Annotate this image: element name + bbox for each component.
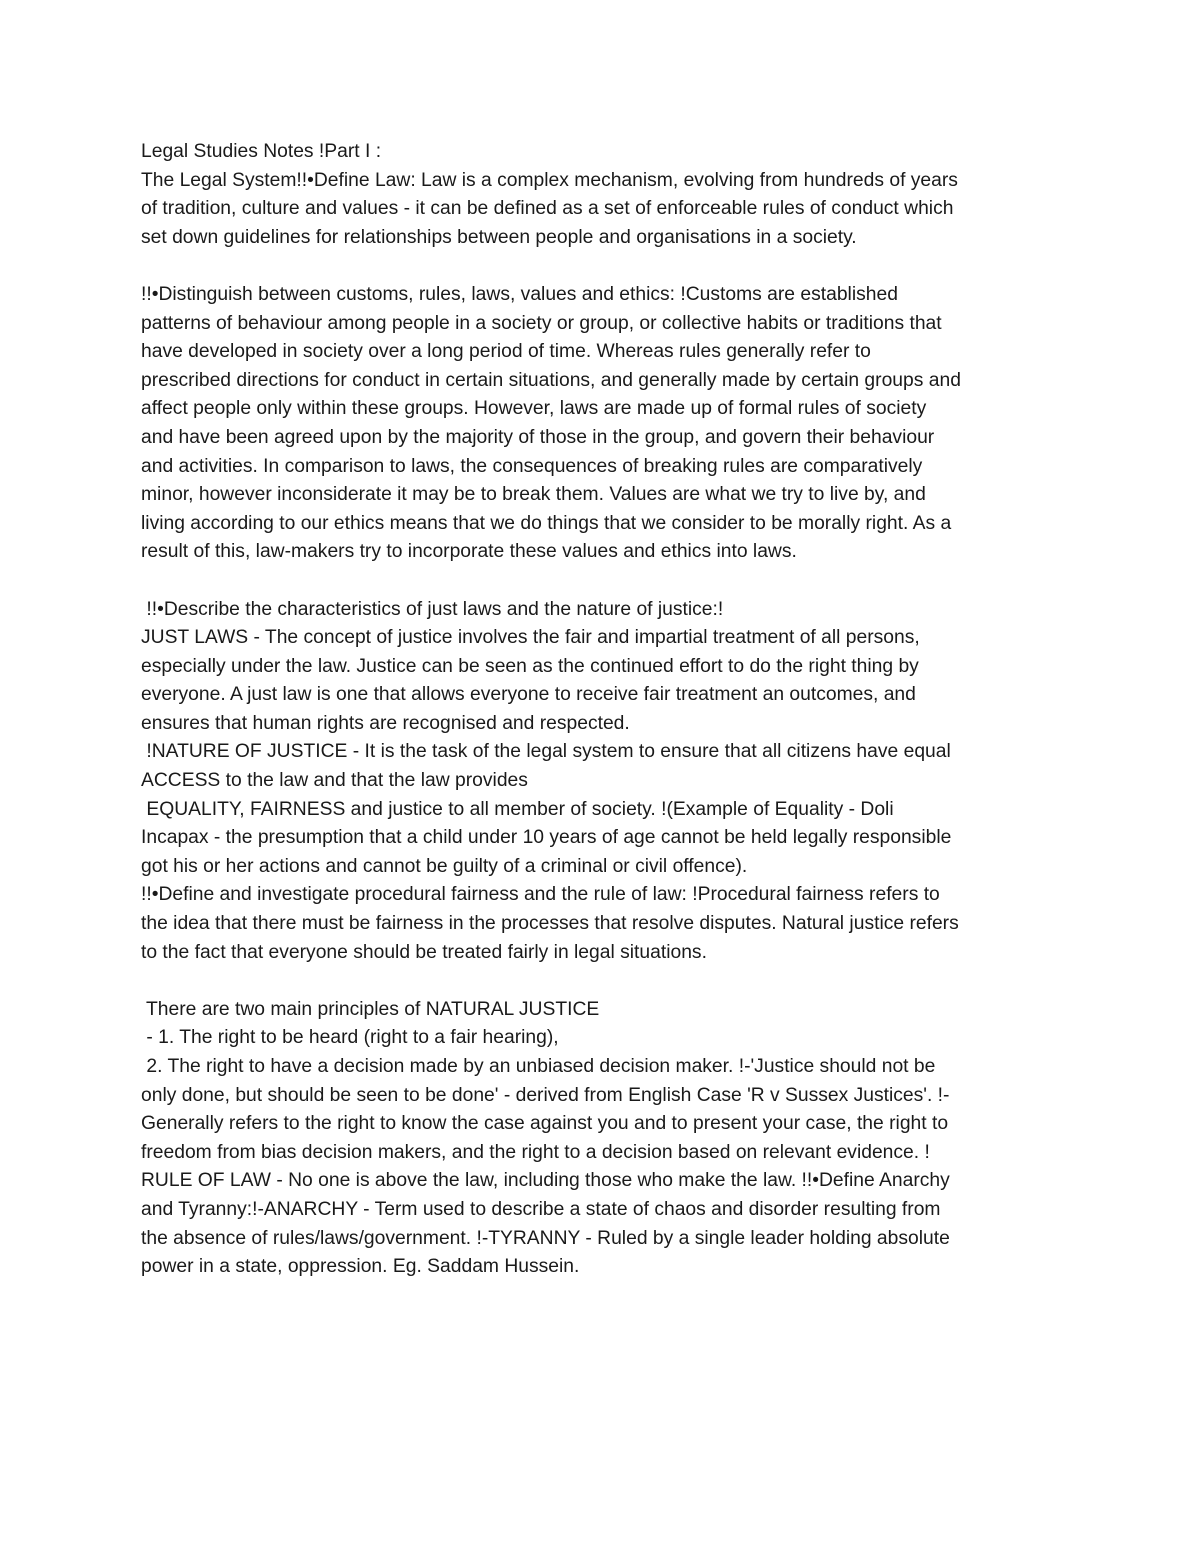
paragraph-spacer: [141, 967, 1071, 996]
text-line: !!•Define and investigate procedural fairness and the rule of law: !Procedural fairness refers to: [141, 884, 940, 906]
text-line: and activities. In comparison to laws, the consequences of breaking rules are comparatively: [141, 455, 923, 477]
text-line: patterns of behaviour among people in a society or group, or collective habits or traditions that: [141, 312, 942, 334]
text-line: - 1. The right to be heard (right to a fair hearing),: [141, 1027, 559, 1049]
text-line: 2. The right to have a decision made by an unbiased decision maker. !-'Justice should not be: [141, 1056, 936, 1077]
text-line: ACCESS to the law and that the law provides: [141, 770, 528, 792]
text-line: the absence of rules/laws/government. !-TYRANNY - Ruled by a single leader holding absolute: [141, 1227, 950, 1249]
text-line: of tradition, culture and values - it can be defined as a set of enforceable rules of conduct which: [141, 198, 954, 220]
text-line: and Tyranny:!-ANARCHY - Term used to describe a state of chaos and disorder resulting from: [141, 1198, 941, 1220]
text-line: The Legal System!!•Define Law: Law is a complex mechanism, evolving from hundreds of years: [141, 169, 958, 191]
text-line: ensures that human rights are recognised and respected.: [141, 712, 630, 734]
text-line: !NATURE OF JUSTICE - It is the task of the legal system to ensure that all citizens have equal: [141, 741, 951, 763]
text-line: Generally refers to the right to know the case against you and to present your case, the right to: [141, 1113, 949, 1135]
text-line: have developed in society over a long period of time. Whereas rules generally refer to: [141, 341, 871, 363]
text-line: Incapax - the presumption that a child under 10 years of age cannot be held legally responsible: [141, 827, 952, 849]
text-line: There are two main principles of NATURAL JUSTICE: [141, 998, 600, 1020]
text-line: living according to our ethics means that we do things that we consider to be morally right. As a: [141, 512, 952, 534]
paragraph-customs-rules-laws: [141, 281, 1071, 567]
text-line: and have been agreed upon by the majority of those in the group, and govern their behaviour: [141, 426, 935, 448]
text-line: RULE OF LAW - No one is above the law, including those who make the law. !!•Define Anarchy: [141, 1170, 950, 1192]
document-body: [141, 138, 1071, 1282]
text-line: prescribed directions for conduct in certain situations, and generally made by certain groups and: [141, 369, 961, 391]
text-line: set down guidelines for relationships between people and organisations in a society.: [141, 226, 857, 248]
text-line: to the fact that everyone should be treated fairly in legal situations.: [141, 941, 707, 963]
document-title-line: Legal Studies Notes !Part I :: [141, 141, 382, 162]
text-line: !!•Describe the characteristics of just laws and the nature of justice:!: [141, 598, 724, 620]
text-line: minor, however inconsiderate it may be to break them. Values are what we try to live by, and: [141, 484, 926, 506]
paragraph-spacer: [141, 567, 1071, 596]
text-line: everyone. A just law is one that allows everyone to receive fair treatment an outcomes, and: [141, 684, 916, 706]
text-line: result of this, law-makers try to incorporate these values and ethics into laws.: [141, 541, 797, 563]
text-line: only done, but should be seen to be done' - derived from English Case 'R v Sussex Justices'. !-: [141, 1084, 950, 1106]
text-line: EQUALITY, FAIRNESS and justice to all member of society. !(Example of Equality - Doli: [141, 798, 894, 820]
text-line: !!•Distinguish between customs, rules, laws, values and ethics: !Customs are established: [141, 283, 898, 305]
text-line: JUST LAWS - The concept of justice involves the fair and impartial treatment of all persons,: [141, 627, 920, 649]
text-line: got his or her actions and cannot be guilty of a criminal or civil offence).: [141, 855, 748, 877]
text-line: freedom from bias decision makers, and the right to a decision based on relevant evidence. !: [141, 1141, 930, 1163]
paragraph-natural-justice: [141, 996, 1071, 1282]
text-line: the idea that there must be fairness in the processes that resolve disputes. Natural justice refers: [141, 913, 959, 935]
paragraph-define-law: [141, 138, 1071, 252]
text-line: especially under the law. Justice can be seen as the continued effort to do the right thing by: [141, 655, 919, 677]
paragraph-just-laws-justice: [141, 596, 1071, 968]
text-line: power in a state, oppression. Eg. Saddam Hussein.: [141, 1256, 580, 1278]
paragraph-spacer: [141, 252, 1071, 281]
text-line: affect people only within these groups. However, laws are made up of formal rules of society: [141, 398, 927, 420]
